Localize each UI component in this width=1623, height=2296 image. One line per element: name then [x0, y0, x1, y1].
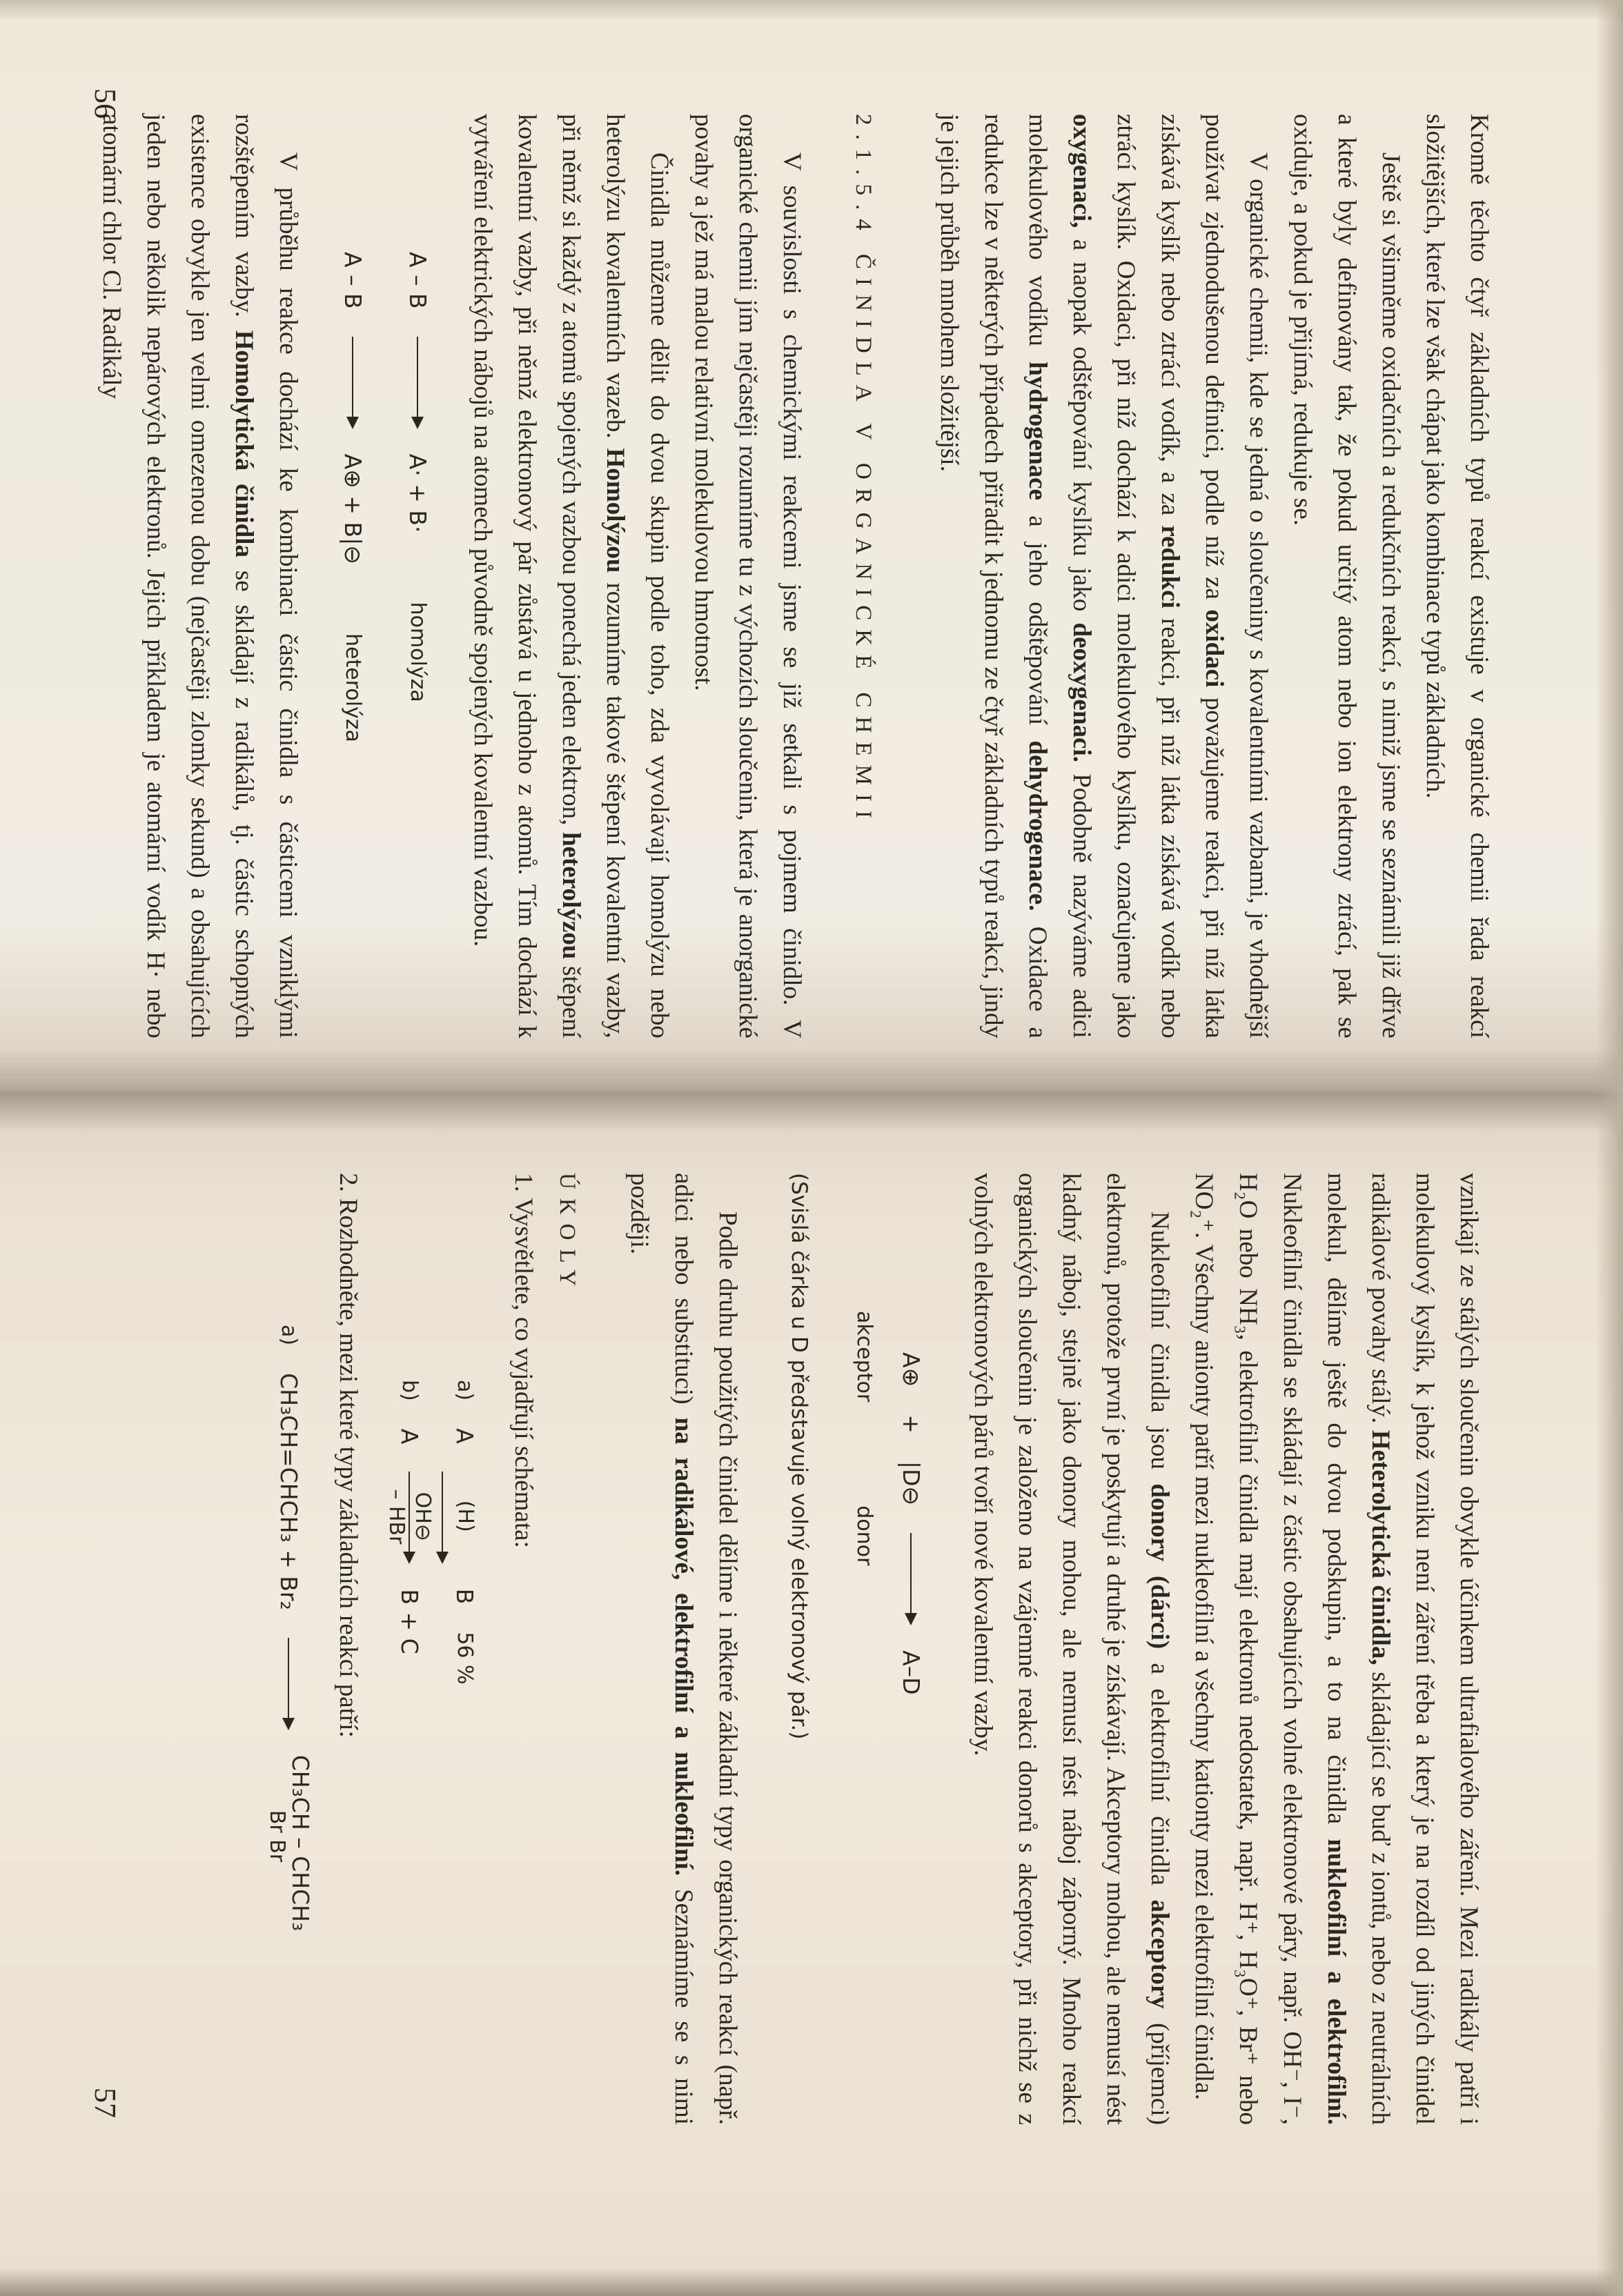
arrow-icon	[288, 1638, 289, 1728]
scheme-yield: 56 %	[453, 1632, 477, 1685]
arrow-icon	[910, 1533, 912, 1623]
paragraph-types: Podle druhu použitých činidel dělíme i některé základní typy organických reakcí (např. adici nebo substituci) na radikálové, elektrofilní a nukleofilní. Seznámíme se s nimi později.	[625, 1173, 742, 2126]
scheme-product: A⊕ + B|⊖	[340, 453, 366, 564]
paragraph-reagents: Činidla můžeme dělit do dvou skupin podle toho, zda vyvolávají homolýzu nebo heterolýzu kovalentních vazeb. Homolýzou rozumíme takové štěpení kovalentní vazby, při němž si každý z atomů spojených vazbou ponechá jeden elektron, heterolýzou štěpení kovalentní vazby, při němž elektronový pár zůstává u jednoho z atomů. Tím dochází k vytváření elektrických nábojů na atomech původně spojených kovalentní vazbou.	[469, 114, 673, 1039]
paragraph-heterolytic: vznikají ze stálých sloučenin obvykle účinkem ultrafialového záření. Mezi radikály patří i molekulový kyslík, k jehož vzniku není záření třeba a který je na rozdíl od jiných činidel radikálové povahy stálý. Heterolytická činidla, skládající se buď z iontů, nebo z neutrálních molekul, dělíme ještě do dvou podskupin, a to na činidla nukleofilní a elektrofilní. Nukleofilní činidla se skládají z částic obsahujících volné elektronové páry, např. OH⁻, I⁻, H₂O nebo NH₃, elektrofilní činidla mají elektronů nedostatek, např. H⁺, H₃O⁺, Br⁺ nebo NO₂⁺. Všechny anionty patří mezi nukleofilní a všechny kationty mezi elektrofilní činidla.	[1190, 1173, 1483, 2126]
task-1a-scheme	[442, 1380, 487, 2125]
page-number-right: 57	[88, 2088, 122, 2118]
left-page	[89, 114, 1501, 1038]
task-2: 2. Rozhodněte, mezi které typy základních reakcí patří:	[334, 1173, 362, 1738]
arrow-icon	[352, 337, 353, 426]
scheme-reactant: A	[396, 1428, 423, 1445]
paragraph: V souvislosti s chemickými reakcemi jsme se již setkali s pojmem činidlo. V organické chemii jím nejčastěji rozumíme tu z výchozích sloučenin, která je anorganické povahy a jež má malou relativní molekulovou hmotnost.	[689, 114, 806, 1038]
task-1b-scheme	[384, 1380, 435, 2125]
scheme-plus: +	[898, 1414, 925, 1434]
paragraph: Ještě si všimněme oxidačních a redukčních reakcí, s nimiž jsme se seznámili již dříve a které byly definovány tak, že pokud určitý atom nebo ion elektrony ztrácí, pak se oxiduje, a pokud je přijímá, redukuje se.	[1288, 114, 1405, 1038]
section-heading: 2.1.5.4 ČINIDLA V ORGANICKÉ CHEMII	[851, 114, 876, 827]
paragraph-donors: Nukleofilní činidla jsou donory (dárci) a elektrofilní činidla akceptory (příjemci) elektronů, protože první je poskytují a druhé je získávají. Akceptory mohou, ale nemusí nést kladný náboj, stejně jako donory mohou, ale nemusí nést náboj záporný. Mnoho reakcí organických sloučenin je založeno na vzájemné reakci donorů s akceptory, při nichž se z volných elektronových párů tvoří nové kovalentní vazby.	[969, 1173, 1174, 2126]
page-number-left: 56	[88, 88, 122, 119]
task-label: a)	[277, 1325, 301, 1346]
scheme-reactant: A	[451, 1428, 478, 1444]
arrow-icon	[409, 1472, 410, 1561]
arrow-icon	[442, 1472, 443, 1561]
scheme-product: B	[451, 1588, 478, 1605]
right-page	[244, 1173, 1491, 2125]
arrow-label-below: – HBr	[384, 1489, 409, 1545]
page-edge-bottom	[0, 2268, 1623, 2296]
scheme-acceptor: A⊕	[898, 1352, 925, 1387]
task-1: 1. Vysvětlete, co vyjadřují schémata:	[509, 1173, 538, 1548]
scheme-product: B + C	[396, 1589, 423, 1654]
scheme-labels	[842, 1311, 886, 2125]
scheme-reactant: A – B	[404, 252, 431, 309]
paragraph-oxidation: V organické chemii, kde se jedná o sloučeniny s kovalentními vazbami, je vhodnější používat zjednodušenou definici, podle níž za oxidaci považujeme reakci, při níž látka získává kyslík nebo ztrácí vodík, a za redukci reakci, při níž látka získává vodík nebo ztrácí kyslík. Oxidaci, při níž dochází k adici molekulového kyslíku, označujeme jako oxygenaci, a naopak odštěpování kyslíku jako deoxygenaci. Podobně nazýváme adici molekulového vodíku hydrogenace a jeho odštěpování dehydrogenace. Oxidace a redukce lze v některých případech přiřadit k jednomu ze čtyř základních typů reakcí, jindy je jejich průběh mnohem složitější.	[935, 114, 1272, 1039]
book-gutter	[0, 1049, 1623, 1131]
arrow-label: OH⊖	[411, 1492, 435, 1541]
scheme-reactant: CH₃CH=CHCH₃ + Br₂	[275, 1373, 302, 1610]
arrow-label: (H)	[453, 1500, 478, 1532]
scheme-label: heterolýza	[341, 633, 365, 742]
task-label: a)	[453, 1380, 477, 1401]
page-edge-right	[1595, 0, 1623, 2296]
arrow-icon	[417, 337, 418, 426]
paragraph: Kromě těchto čtyř základních typů reakcí existuje v organické chemii řada reakcí složitějších, které lze však chápat jako kombinace typů základních.	[1421, 114, 1493, 1038]
task-2a-scheme	[265, 1325, 312, 2125]
scheme-product: CH₃CH – CHCH₃	[287, 1754, 314, 1932]
scheme-donor-acceptor	[889, 1352, 933, 2125]
tasks-heading: ÚKOLY	[555, 1173, 580, 1296]
scheme-product: A–D	[898, 1650, 925, 1695]
scheme-reactant: A – B	[340, 252, 366, 309]
task-label: b)	[397, 1380, 422, 1401]
scheme-label: homolýza	[406, 602, 430, 702]
scheme-heterolysis	[331, 252, 375, 1038]
scheme-substituents: Br Br	[265, 1810, 289, 1863]
page-edge-top	[0, 0, 1623, 21]
scheme-product: A· + B·	[404, 453, 431, 533]
scheme-donor: |D⊖	[898, 1461, 925, 1506]
footnote: (Svislá čárka u D představuje volný elektronový pár.)	[787, 1173, 812, 1740]
scheme-label-acceptor: akceptor	[852, 1311, 876, 1403]
paragraph-radicals: V průběhu reakce dochází ke kombinaci částic činidla s částicemi vzniklými rozštěpením vazby. Homolytická činidla se skládají z radikálů, tj. částic schopných existence obvykle jen velmi omezenou dobu (nejčastěji zlomky sekund) a obsahujících jeden nebo několik nepárových elektronů. Jejich příkladem je atomární vodík H· nebo atomární chlor Cl. Radikály	[97, 114, 302, 1039]
scheme-homolysis	[395, 252, 440, 1038]
scheme-label-donor: donor	[852, 1505, 876, 1566]
